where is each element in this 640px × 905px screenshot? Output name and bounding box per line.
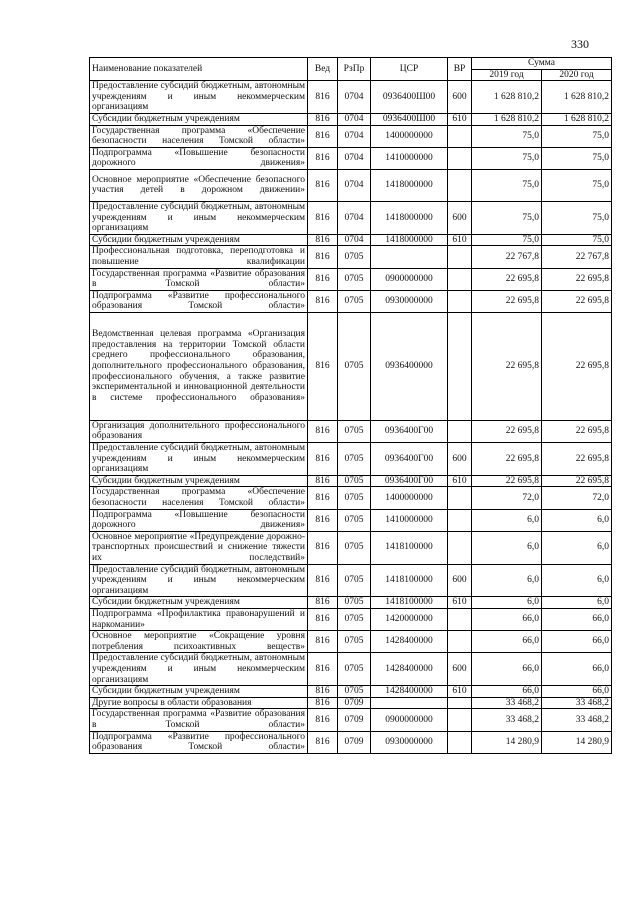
table-row [90,113,612,125]
row-csr: 0936400Ш00 [371,81,448,114]
row-vr [448,268,472,290]
row-vr: 600 [448,443,472,476]
row-sum-2020: 1 628 810,2 [542,81,612,114]
table-row [90,631,612,653]
row-csr: 1418000000 [371,234,448,246]
row-csr: 0900000000 [371,268,448,290]
row-vr [448,312,472,420]
row-rzpr: 0705 [338,246,371,268]
row-rzpr: 0709 [338,697,371,709]
row-ved: 816 [308,125,338,147]
row-name: Основное мероприятие «Обеспечение безопасного участия детей в дорожном движении» [90,169,308,201]
row-name: Подпрограмма «Повышение безопасности дорожного движения» [90,509,308,531]
table-row [90,312,612,420]
row-rzpr: 0704 [338,147,371,169]
row-name: Предоставление субсидий бюджетным, автономным учреждениям и иным некоммерческим организациям [90,564,308,597]
row-sum-2020: 22 695,8 [542,268,612,290]
row-sum-2020: 6,0 [542,531,612,564]
row-rzpr: 0705 [338,475,371,487]
row-csr: 1418100000 [371,597,448,609]
row-sum-2019: 75,0 [472,234,542,246]
row-sum-2019: 72,0 [472,487,542,509]
row-sum-2020: 22 695,8 [542,312,612,420]
row-sum-2019: 1 628 810,2 [472,81,542,114]
row-name: Основное мероприятие «Сокращение уровня потребления психоактивных веществ» [90,631,308,653]
row-ved: 816 [308,631,338,653]
table-row [90,443,612,476]
row-sum-2019: 75,0 [472,147,542,169]
row-name: Организация дополнительного профессионального образования [90,420,308,442]
row-name: Предоставление субсидий бюджетным, автономным учреждениям и иным некоммерческим организациям [90,81,308,114]
row-rzpr: 0705 [338,686,371,698]
row-sum-2019: 75,0 [472,125,542,147]
row-rzpr: 0705 [338,487,371,509]
row-ved: 816 [308,509,338,531]
row-vr [448,731,472,753]
row-name: Предоставление субсидий бюджетным, автономным учреждениям и иным некоммерческим организациям [90,653,308,686]
row-sum-2019: 6,0 [472,597,542,609]
row-vr [448,487,472,509]
row-vr: 600 [448,81,472,114]
row-ved: 816 [308,147,338,169]
table-row [90,246,612,268]
row-ved: 816 [308,290,338,312]
row-vr [448,709,472,731]
row-rzpr: 0705 [338,608,371,630]
header-rzpr: РзПр [338,58,371,81]
header-sum: Сумма [472,58,612,70]
row-rzpr: 0705 [338,509,371,531]
row-name: Субсидии бюджетным учреждениям [90,597,308,609]
row-name: Другие вопросы в области образования [90,697,308,709]
row-sum-2019: 6,0 [472,564,542,597]
row-name: Основное мероприятие «Предупреждение дорожно-транспортных происшествий и снижение тяжести их последствий» [90,531,308,564]
row-csr: 1418000000 [371,201,448,234]
row-name: Подпрограмма «Развитие профессионального образования Томской области» [90,290,308,312]
row-sum-2020: 22 695,8 [542,475,612,487]
row-sum-2020: 75,0 [542,201,612,234]
row-sum-2019: 22 695,8 [472,475,542,487]
page-number: 330 [571,37,589,51]
row-rzpr: 0705 [338,420,371,442]
row-ved: 816 [308,686,338,698]
row-csr: 1428400000 [371,631,448,653]
row-sum-2019: 75,0 [472,169,542,201]
row-name: Субсидии бюджетным учреждениям [90,113,308,125]
row-sum-2019: 22 767,8 [472,246,542,268]
row-sum-2020: 6,0 [542,509,612,531]
row-sum-2019: 33 468,2 [472,697,542,709]
row-rzpr: 0704 [338,125,371,147]
row-sum-2019: 75,0 [472,201,542,234]
row-csr: 1420000000 [371,608,448,630]
row-vr: 610 [448,113,472,125]
row-name: Подпрограмма «Развитие профессионального образования Томской области» [90,731,308,753]
table-row [90,290,612,312]
row-name: Субсидии бюджетным учреждениям [90,475,308,487]
row-sum-2020: 66,0 [542,608,612,630]
row-rzpr: 0705 [338,597,371,609]
table-row [90,125,612,147]
row-sum-2019: 6,0 [472,509,542,531]
row-rzpr: 0705 [338,443,371,476]
table-row [90,268,612,290]
table-row [90,709,612,731]
row-csr: 0936400Г00 [371,443,448,476]
row-ved: 816 [308,420,338,442]
row-name: Государственная программа «Обеспечение безопасности населения Томской области» [90,487,308,509]
row-sum-2019: 22 695,8 [472,420,542,442]
row-rzpr: 0709 [338,731,371,753]
table-row [90,475,612,487]
row-ved: 816 [308,169,338,201]
row-rzpr: 0705 [338,290,371,312]
row-vr [448,147,472,169]
row-vr: 600 [448,653,472,686]
row-sum-2020: 22 695,8 [542,443,612,476]
row-ved: 816 [308,531,338,564]
row-rzpr: 0704 [338,234,371,246]
row-vr [448,608,472,630]
row-csr: 1410000000 [371,147,448,169]
row-sum-2019: 22 695,8 [472,443,542,476]
row-ved: 816 [308,81,338,114]
row-csr: 0936400Г00 [371,420,448,442]
row-vr: 610 [448,686,472,698]
row-sum-2020: 75,0 [542,169,612,201]
row-rzpr: 0704 [338,113,371,125]
row-sum-2020: 33 468,2 [542,709,612,731]
row-sum-2020: 66,0 [542,631,612,653]
row-sum-2020: 6,0 [542,564,612,597]
row-csr: 1400000000 [371,125,448,147]
row-name: Предоставление субсидий бюджетным, автономным учреждениям и иным некоммерческим организациям [90,443,308,476]
row-csr: 0900000000 [371,709,448,731]
row-csr: 0930000000 [371,731,448,753]
row-vr: 610 [448,475,472,487]
row-csr: 1418000000 [371,169,448,201]
row-ved: 816 [308,443,338,476]
row-rzpr: 0709 [338,709,371,731]
row-vr [448,246,472,268]
table-row [90,487,612,509]
table-row [90,686,612,698]
row-sum-2019: 66,0 [472,631,542,653]
row-sum-2020: 75,0 [542,147,612,169]
header-2020: 2020 год [542,69,612,81]
row-vr [448,631,472,653]
table-body [90,81,612,754]
row-sum-2019: 33 468,2 [472,709,542,731]
row-ved: 816 [308,697,338,709]
row-rzpr: 0704 [338,81,371,114]
row-ved: 816 [308,487,338,509]
row-csr: 1418100000 [371,531,448,564]
row-vr [448,169,472,201]
row-vr: 610 [448,234,472,246]
row-vr: 600 [448,201,472,234]
row-sum-2020: 66,0 [542,653,612,686]
row-rzpr: 0705 [338,631,371,653]
row-csr: 1428400000 [371,686,448,698]
row-csr: 1428400000 [371,653,448,686]
row-sum-2019: 66,0 [472,686,542,698]
row-name: Профессиональная подготовка, переподготовка и повышение квалификации [90,246,308,268]
table-row [90,564,612,597]
row-rzpr: 0705 [338,312,371,420]
row-rzpr: 0705 [338,531,371,564]
row-name: Государственная программа «Обеспечение безопасности населения Томской области» [90,125,308,147]
row-ved: 816 [308,312,338,420]
row-name: Субсидии бюджетным учреждениям [90,686,308,698]
row-ved: 816 [308,608,338,630]
row-sum-2019: 66,0 [472,608,542,630]
row-sum-2020: 75,0 [542,234,612,246]
row-csr [371,697,448,709]
table-row [90,234,612,246]
header-csr: ЦСР [371,58,448,81]
row-sum-2020: 22 695,8 [542,290,612,312]
row-ved: 816 [308,709,338,731]
row-csr: 1418100000 [371,564,448,597]
row-csr: 0936400000 [371,312,448,420]
row-csr [371,246,448,268]
table-row [90,608,612,630]
row-rzpr: 0704 [338,169,371,201]
row-vr [448,290,472,312]
row-vr [448,420,472,442]
table-row [90,653,612,686]
row-ved: 816 [308,234,338,246]
row-vr [448,125,472,147]
table-row [90,597,612,609]
row-name: Подпрограмма «Профилактика правонарушений и наркомании» [90,608,308,630]
row-sum-2019: 14 280,9 [472,731,542,753]
row-name: Подпрограмма «Повышение безопасности дорожного движения» [90,147,308,169]
row-sum-2019: 22 695,8 [472,312,542,420]
row-sum-2019: 1 628 810,2 [472,113,542,125]
row-sum-2019: 22 695,8 [472,290,542,312]
row-sum-2020: 66,0 [542,686,612,698]
row-csr: 1410000000 [371,509,448,531]
row-sum-2020: 22 767,8 [542,246,612,268]
row-ved: 816 [308,653,338,686]
row-sum-2019: 22 695,8 [472,268,542,290]
row-ved: 816 [308,731,338,753]
table-row [90,509,612,531]
row-sum-2020: 14 280,9 [542,731,612,753]
row-sum-2020: 33 468,2 [542,697,612,709]
row-sum-2020: 6,0 [542,597,612,609]
row-rzpr: 0705 [338,653,371,686]
table-row [90,731,612,753]
row-vr: 600 [448,564,472,597]
row-vr [448,697,472,709]
row-name: Предоставление субсидий бюджетным, автономным учреждениям и иным некоммерческим организациям [90,201,308,234]
table-row [90,420,612,442]
row-sum-2019: 6,0 [472,531,542,564]
table-row [90,147,612,169]
row-ved: 816 [308,113,338,125]
row-ved: 816 [308,475,338,487]
row-name: Ведомственная целевая программа «Организация предоставления на территории Томской области среднего профессионального образования, дополнительного профессионального образования, профессионального обучения, а также развитие экспериментальной и инновационной деятельности в системе профессионального образования» [90,312,308,420]
row-sum-2020: 75,0 [542,125,612,147]
row-ved: 816 [308,597,338,609]
row-ved: 816 [308,246,338,268]
header-name: Наименование показателей [90,58,308,81]
row-vr [448,509,472,531]
row-sum-2019: 66,0 [472,653,542,686]
table-row [90,697,612,709]
header-2019: 2019 год [472,69,542,81]
table-row [90,201,612,234]
row-name: Государственная программа «Развитие образования в Томской области» [90,709,308,731]
row-csr: 0936400Г00 [371,475,448,487]
row-ved: 816 [308,564,338,597]
row-csr: 0930000000 [371,290,448,312]
row-ved: 816 [308,201,338,234]
row-sum-2020: 1 628 810,2 [542,113,612,125]
header-ved: Вед [308,58,338,81]
row-rzpr: 0704 [338,201,371,234]
budget-table [89,57,612,754]
row-vr: 610 [448,597,472,609]
table-row [90,531,612,564]
row-csr: 0936400Ш00 [371,113,448,125]
table-row [90,169,612,201]
row-name: Субсидии бюджетным учреждениям [90,234,308,246]
row-csr: 1400000000 [371,487,448,509]
row-rzpr: 0705 [338,268,371,290]
row-vr [448,531,472,564]
table-row [90,81,612,114]
row-rzpr: 0705 [338,564,371,597]
row-name: Государственная программа «Развитие образования в Томской области» [90,268,308,290]
row-ved: 816 [308,268,338,290]
row-sum-2020: 22 695,8 [542,420,612,442]
row-sum-2020: 72,0 [542,487,612,509]
header-vr: ВР [448,58,472,81]
